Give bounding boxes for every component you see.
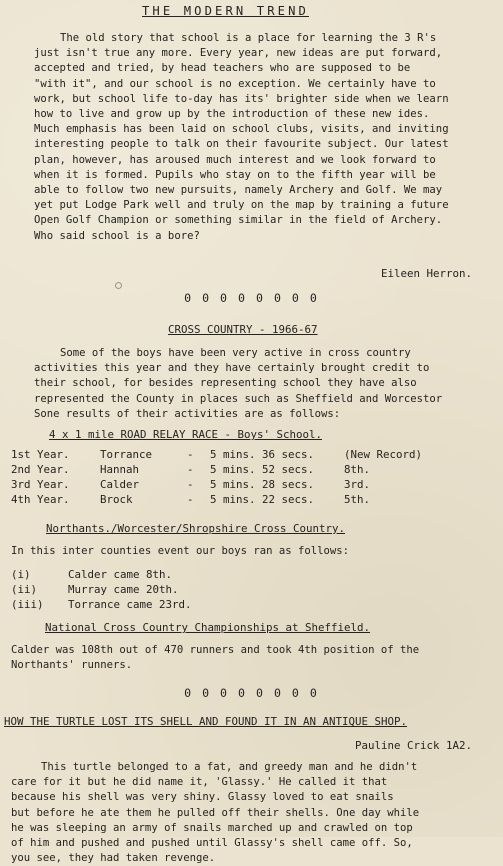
national-heading: National Cross Country Championships at Sheffield.: [45, 621, 371, 634]
intro-line: interesting people to talk on their favourite subject. Our latest: [34, 138, 449, 151]
northants-heading: Northants./Worcester/Shropshire Cross Country.: [46, 522, 346, 535]
relay-time: 5 mins. 36 secs.: [210, 448, 315, 461]
northants-result: Torrance came 23rd.: [68, 598, 192, 611]
cross-country-title: CROSS COUNTRY - 1966-67: [168, 323, 318, 336]
relay-dash: -: [187, 448, 194, 461]
relay-year: 3rd Year.: [11, 478, 70, 491]
relay-runner: Brock: [100, 493, 133, 506]
intro-line: work, but school life to-day has its' brighter side when we learn: [34, 92, 449, 105]
intro-line: Who said school is a bore?: [34, 229, 200, 242]
intro-paragraph: [34, 31, 502, 244]
intro-line: "with it", and our school is no exception. We certainly have to: [34, 77, 436, 90]
turtle-line: but before he ate them he pulled off their shells. One day while: [11, 806, 420, 819]
relay-time: 5 mins. 52 secs.: [210, 463, 315, 476]
cross-country-line: represented the County in places such as Sheffield and Worcestor: [34, 392, 443, 405]
cross-country-intro: [34, 346, 502, 422]
relay-runner: Hannah: [100, 463, 140, 476]
relay-year: 1st Year.: [11, 448, 70, 461]
intro-line: plan, however, has aroused much interest and we look forward to: [34, 153, 436, 166]
turtle-heading: HOW THE TURTLE LOST ITS SHELL AND FOUND IT IN AN ANTIQUE SHOP.: [4, 715, 408, 728]
intro-line: accepted and tried, by head teachers who are supposed to be: [34, 62, 411, 75]
cross-country-line: activities this year and they have certainly brought credit to: [34, 362, 430, 375]
intro-line: The old story that school is a place for learning the 3 R's: [60, 32, 437, 44]
relay-note: 3rd.: [344, 478, 371, 491]
relay-note: 8th.: [344, 463, 371, 476]
page-title: THE MODERN TREND: [142, 4, 309, 18]
ink-mark: [114, 281, 123, 290]
national-line: Northants' runners.: [11, 659, 133, 672]
relay-dash: -: [187, 478, 194, 491]
northants-result: Calder came 8th.: [68, 568, 173, 581]
turtle-author: Pauline Crick 1A2.: [354, 739, 472, 752]
intro-author: Eileen Herron.: [380, 267, 472, 280]
section-divider: 0 0 0 0 0 0 0 0: [184, 291, 319, 305]
intro-line: yet put Lodge Park well and truly on the map by training a future: [34, 199, 449, 212]
relay-note: 5th.: [344, 493, 371, 506]
intro-line: when it is formed. Pupils who stay on to the fifth year will be: [34, 168, 436, 181]
intro-line: able to follow two new pursuits, namely Archery and Golf. We may: [34, 184, 443, 197]
northants-number: (i): [11, 568, 31, 581]
relay-year: 4th Year.: [11, 493, 70, 506]
intro-line: just isn't true any more. Every year, new ideas are put forward,: [34, 47, 443, 60]
relay-dash: -: [187, 463, 194, 476]
relay-heading: 4 x 1 mile ROAD RELAY RACE - Boys' School.: [49, 428, 323, 441]
turtle-story: [11, 760, 479, 866]
relay-time: 5 mins. 22 secs.: [210, 493, 315, 506]
turtle-line: of him and pushed and pushed until Glassy's shell came off. So,: [11, 837, 413, 850]
cross-country-line: Sone results of their activities are as follows:: [34, 407, 341, 420]
intro-line: Open Golf Champion or something similar in the field of Archery.: [34, 214, 443, 227]
turtle-line: because his shell was very shiny. Glassy loved to eat snails: [11, 791, 394, 804]
relay-runner: Calder: [100, 478, 140, 491]
intro-line: Much emphasis has been laid on school clubs, visits, and inviting: [34, 123, 449, 136]
turtle-line: he was sleeping an army of snails marched up and crawled on top: [11, 821, 413, 834]
turtle-line: care for it but he did name it, 'Glassy.' He called it that: [11, 776, 388, 789]
national-line: Calder was 108th out of 470 runners and took 4th position of the: [11, 644, 420, 656]
intro-line: how to live and grow up by the introduction of these new ides.: [34, 108, 430, 121]
cross-country-line: their school, for besides representing school they have also: [34, 377, 417, 390]
national-text: [11, 643, 479, 673]
relay-runner: Torrance: [100, 448, 153, 461]
relay-dash: -: [187, 493, 194, 506]
turtle-line: This turtle belonged to a fat, and greedy man and he didn't: [41, 761, 418, 773]
northants-result: Murray came 20th.: [68, 583, 179, 596]
relay-year: 2nd Year.: [11, 463, 70, 476]
relay-note: (New Record): [344, 448, 423, 461]
turtle-line: you see, they had taken revenge.: [11, 852, 216, 865]
northants-number: (iii): [11, 598, 44, 611]
section-divider: 0 0 0 0 0 0 0 0: [184, 686, 319, 700]
northants-intro: In this inter counties event our boys ran as follows:: [11, 545, 350, 557]
relay-time: 5 mins. 28 secs.: [210, 478, 315, 491]
cross-country-line: Some of the boys have been very active in cross country: [60, 347, 411, 359]
northants-number: (ii): [11, 583, 38, 596]
